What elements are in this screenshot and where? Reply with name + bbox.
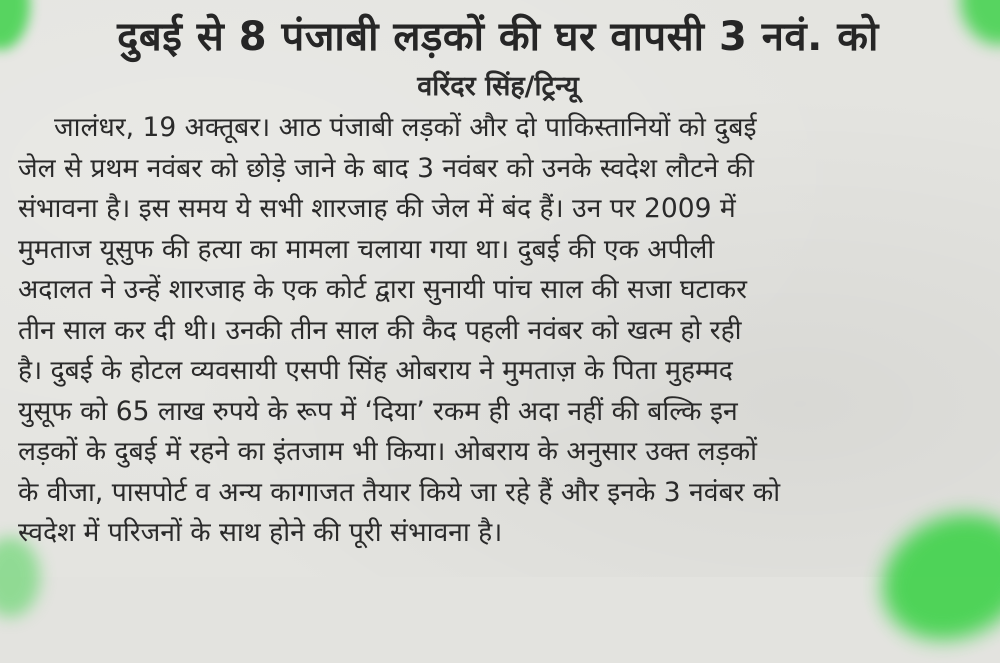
headline: दुबई से 8 पंजाबी लड़कों की घर वापसी 3 नवं. को [117, 14, 879, 60]
body-line: जालंधर, 19 अक्तूबर। आठ पंजाबी लड़कों और दो पाकिस्तानियों को दुबई [54, 112, 757, 143]
body-line: है। दुबई के होटल व्यवसायी एसपी सिंह ओबराय ने मुमताज़ के पिता मुहम्मद [18, 355, 733, 386]
news-article [18, 6, 978, 554]
body-line: लड़कों के दुबई में रहने का इंतजाम भी किया। ओबराय के अनुसार उक्त लड़कों [18, 436, 758, 467]
body-line: स्वदेश में परिजनों के साथ होने की पूरी संभावना है। [18, 517, 503, 548]
body-line: युसूफ को 65 लाख रुपये के रूप में ‘दिया’ रकम ही अदा नहीं की बल्कि इन [18, 395, 738, 427]
body-line: अदालत ने उन्हें शारजाह के एक कोर्ट द्वारा सुनायी पांच साल की सजा घटाकर [18, 274, 747, 305]
byline: वरिंदर सिंह/ट्रिन्यू [417, 71, 579, 102]
body-line: मुमताज यूसुफ की हत्या का मामला चलाया गया था। दुबई की एक अपीली [18, 233, 715, 265]
body-line: तीन साल कर दी थी। उनकी तीन साल की कैद पहली नवंबर को खत्म हो रही [18, 314, 742, 346]
body-line: के वीजा, पासपोर्ट व अन्य कागाजत तैयार किये जा रहे हैं और इनके 3 नवंबर को [18, 476, 781, 508]
article-body [18, 108, 978, 554]
body-line: जेल से प्रथम नवंबर को छोड़े जाने के बाद 3 नवंबर को उनके स्वदेश लौटने की [18, 152, 754, 184]
body-line: संभावना है। इस समय ये सभी शारजाह की जेल में बंद हैं। उन पर 2009 में [18, 193, 736, 224]
